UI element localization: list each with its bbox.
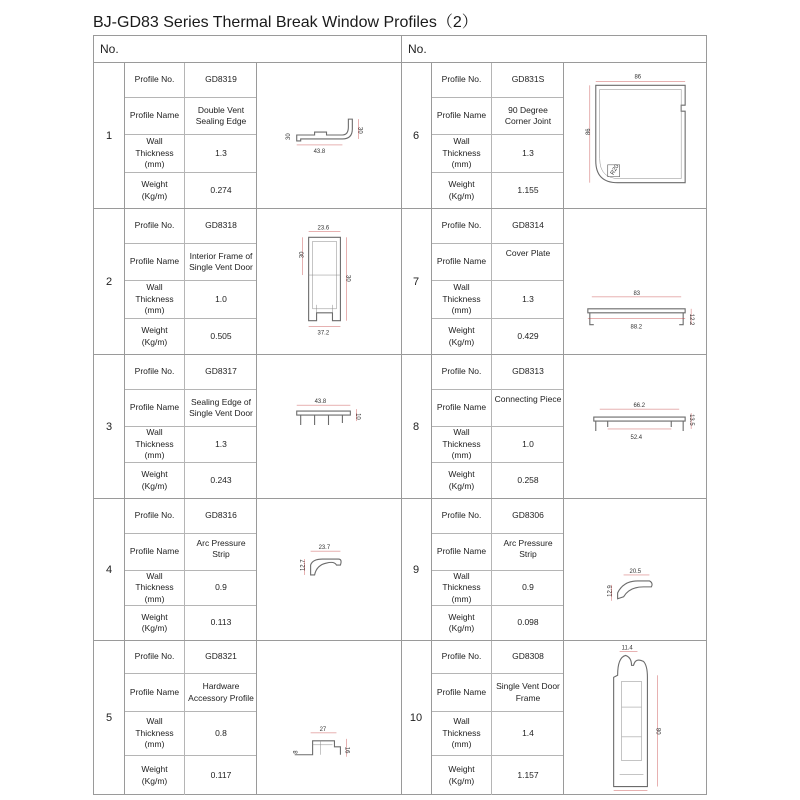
header-no-right: No. [408, 42, 427, 56]
row-profile-name [125, 243, 257, 280]
value-profile-name: Sealing Edge of Single Vent Door [189, 396, 253, 418]
label-weight: Weight (Kg/m) [125, 319, 185, 354]
row-weight [125, 755, 257, 795]
row-weight [125, 172, 257, 208]
row-profile-no [125, 63, 257, 97]
value-weight: 0.117 [210, 769, 232, 780]
row-weight [432, 755, 564, 795]
row-profile-name [125, 389, 257, 426]
row-profile-no [125, 641, 257, 673]
profile-number: 3 [105, 420, 113, 433]
dim-label: 88.2 [630, 324, 643, 331]
profile-drawing [563, 355, 707, 498]
value-wall-thickness: 1.3 [522, 147, 534, 158]
profile-panel-6 [401, 63, 707, 208]
profile-drawing-svg [564, 641, 707, 795]
value-profile-no: GD8314 [512, 220, 544, 231]
row-profile-no [125, 209, 257, 243]
dim-label: 43.8 [314, 399, 327, 406]
dim-label: 80 [654, 727, 661, 735]
row-weight [125, 605, 257, 640]
label-profile-no: Profile No. [432, 641, 492, 673]
dim-label: 86 [585, 128, 592, 136]
profile-details [124, 355, 257, 498]
value-profile-name: Double Vent Sealing Edge [195, 104, 247, 126]
label-profile-no: Profile No. [125, 355, 185, 389]
row-profile-no [125, 499, 257, 533]
profile-panel-1 [94, 63, 400, 208]
dim-label: 23.7 [318, 545, 331, 552]
dim-label: 8 [293, 750, 300, 754]
row-profile-name [432, 243, 564, 280]
dim-label: 12.7 [300, 559, 307, 571]
value-profile-no: GD8313 [512, 366, 544, 377]
row-wall-thickness [125, 426, 257, 462]
row-profile-no [432, 499, 564, 533]
value-weight: 0.243 [210, 474, 232, 485]
profile-details [124, 63, 257, 208]
profile-panel-9 [401, 499, 707, 640]
dim-label: 30 [344, 275, 351, 282]
dim-label: R20 [609, 163, 621, 177]
dim-label: 16 [343, 746, 350, 754]
profile-drawing [563, 641, 707, 795]
value-weight: 1.155 [517, 184, 539, 195]
profile-drawing-svg [564, 63, 707, 208]
value-wall-thickness: 1.3 [215, 438, 227, 449]
profile-drawing [563, 209, 707, 354]
dim-label: 20.5 [629, 568, 642, 575]
profile-number: 4 [105, 563, 113, 576]
label-wall-thickness: Wall Thickness (mm) [432, 281, 492, 318]
profile-drawing-svg [257, 355, 400, 498]
value-wall-thickness: 0.9 [522, 582, 534, 593]
value-weight: 1.157 [517, 769, 539, 780]
profile-drawing-svg [257, 63, 400, 208]
label-profile-name: Profile Name [432, 244, 492, 280]
label-profile-name: Profile Name [125, 674, 185, 711]
row-wall-thickness [125, 711, 257, 755]
label-weight: Weight (Kg/m) [125, 756, 185, 795]
value-wall-thickness: 1.4 [522, 727, 534, 738]
value-wall-thickness: 1.0 [215, 293, 227, 304]
label-profile-no: Profile No. [125, 63, 185, 97]
dim-label: 30 [299, 251, 306, 259]
label-profile-no: Profile No. [432, 355, 492, 389]
profile-number: 5 [105, 712, 113, 724]
value-weight: 0.429 [517, 330, 539, 341]
value-wall-thickness: 0.8 [215, 727, 227, 738]
dim-label: 43.8 [313, 148, 326, 155]
profile-drawing-svg [257, 499, 400, 640]
value-profile-name: Hardware Accessory Profile [188, 681, 254, 703]
value-profile-name: 90 Degree Corner Joint [504, 104, 552, 126]
label-profile-no: Profile No. [432, 499, 492, 533]
dim-label: 30 [285, 133, 292, 140]
row-weight [432, 605, 564, 640]
label-profile-no: Profile No. [432, 209, 492, 243]
profile-drawing [256, 209, 400, 354]
label-profile-name: Profile Name [432, 98, 492, 134]
value-profile-no: GD8306 [512, 510, 544, 521]
value-weight: 0.098 [517, 617, 539, 628]
row-profile-name [125, 673, 257, 711]
page-title: BJ-GD83 Series Thermal Break Window Profiles（2） [93, 14, 478, 31]
label-wall-thickness: Wall Thickness (mm) [125, 571, 185, 605]
profile-details [431, 355, 564, 498]
dim-label: 66.2 [633, 403, 646, 410]
dim-label: 52.4 [630, 434, 643, 441]
label-wall-thickness: Wall Thickness (mm) [432, 712, 492, 755]
value-profile-no: GD8321 [205, 651, 237, 662]
profiles-table [93, 35, 707, 795]
value-profile-no: GD8317 [205, 366, 237, 377]
label-profile-no: Profile No. [125, 499, 185, 533]
value-profile-name: Connecting Piece [494, 394, 562, 404]
profile-number: 1 [105, 129, 113, 142]
profile-panel-2 [94, 209, 400, 354]
row-profile-name [432, 389, 564, 426]
profile-details [431, 499, 564, 640]
profile-number: 6 [412, 129, 420, 142]
row-wall-thickness [432, 426, 564, 462]
profile-details [431, 641, 564, 795]
dim-label: 13.5 [688, 414, 695, 426]
label-weight: Weight (Kg/m) [125, 463, 185, 498]
label-profile-name: Profile Name [432, 674, 492, 711]
label-profile-name: Profile Name [432, 390, 492, 426]
label-wall-thickness: Wall Thickness (mm) [432, 135, 492, 172]
value-weight: 0.505 [210, 330, 232, 341]
label-profile-name: Profile Name [125, 244, 185, 280]
label-profile-name: Profile Name [432, 534, 492, 570]
row-profile-name [125, 97, 257, 134]
profile-drawing [256, 355, 400, 498]
label-weight: Weight (Kg/m) [432, 173, 492, 208]
row-wall-thickness [125, 570, 257, 605]
row-weight [125, 318, 257, 354]
profile-panel-7 [401, 209, 707, 354]
profile-number: 7 [412, 275, 420, 288]
value-weight: 0.274 [210, 184, 232, 195]
row-profile-no [432, 641, 564, 673]
label-weight: Weight (Kg/m) [432, 756, 492, 795]
profile-number: 2 [105, 275, 113, 288]
row-profile-no [432, 209, 564, 243]
value-profile-name: Single Vent Door Frame [496, 681, 560, 703]
row-profile-no [125, 355, 257, 389]
row-profile-name [432, 97, 564, 134]
profile-panel-3 [94, 355, 400, 498]
row-wall-thickness [432, 280, 564, 318]
label-wall-thickness: Wall Thickness (mm) [125, 135, 185, 172]
value-weight: 0.113 [210, 617, 232, 628]
profile-drawing-svg [257, 209, 400, 354]
value-profile-no: GD8318 [205, 220, 237, 231]
label-wall-thickness: Wall Thickness (mm) [125, 712, 185, 755]
row-wall-thickness [432, 134, 564, 172]
header-no-left: No. [100, 42, 119, 56]
value-profile-name: Arc Pressure Strip [503, 538, 553, 560]
profile-panel-5 [94, 641, 400, 795]
profile-drawing-svg [257, 641, 400, 795]
dim-label: 12.9 [607, 585, 614, 597]
row-weight [432, 462, 564, 498]
value-profile-no: GD831S [511, 74, 545, 85]
profile-number: 10 [409, 712, 423, 724]
value-weight: 0.258 [517, 474, 539, 485]
label-profile-no: Profile No. [432, 63, 492, 97]
profile-details [124, 499, 257, 640]
profile-drawing [256, 641, 400, 795]
profile-drawing [563, 63, 707, 208]
row-profile-name [432, 673, 564, 711]
row-profile-no [432, 63, 564, 97]
profile-details [431, 63, 564, 208]
value-wall-thickness: 1.3 [215, 147, 227, 158]
value-profile-no: GD8308 [512, 651, 544, 662]
label-wall-thickness: Wall Thickness (mm) [125, 427, 185, 462]
dim-label: 27 [319, 726, 327, 733]
row-weight [432, 318, 564, 354]
row-wall-thickness [432, 570, 564, 605]
profile-panel-4 [94, 499, 400, 640]
value-profile-name: Arc Pressure Strip [196, 538, 246, 560]
value-profile-name: Cover Plate [505, 248, 551, 258]
profile-drawing-svg [564, 355, 707, 498]
value-profile-no: GD8316 [205, 510, 237, 521]
dim-label: 12.2 [688, 313, 695, 326]
row-weight [432, 172, 564, 208]
label-weight: Weight (Kg/m) [125, 606, 185, 640]
profile-drawing [563, 499, 707, 640]
row-profile-name [125, 533, 257, 570]
value-profile-no: GD8319 [205, 74, 237, 85]
value-wall-thickness: 1.3 [522, 293, 534, 304]
value-profile-name: Interior Frame of Single Vent Door [189, 250, 253, 272]
value-wall-thickness: 1.0 [522, 438, 534, 449]
label-weight: Weight (Kg/m) [432, 606, 492, 640]
dim-label: 30 [356, 127, 363, 134]
label-profile-name: Profile Name [125, 390, 185, 426]
profile-panel-8 [401, 355, 707, 498]
profile-details [124, 209, 257, 354]
label-wall-thickness: Wall Thickness (mm) [432, 571, 492, 605]
dim-label: 10 [354, 413, 361, 420]
dim-label: 86 [634, 74, 642, 81]
label-profile-name: Profile Name [125, 98, 185, 134]
profile-number: 8 [412, 420, 420, 433]
profile-drawing [256, 499, 400, 640]
profile-drawing-svg [564, 209, 707, 354]
profile-number: 9 [412, 563, 420, 576]
label-profile-no: Profile No. [125, 641, 185, 673]
dim-label: 83 [633, 290, 641, 297]
profile-details [124, 641, 257, 795]
label-weight: Weight (Kg/m) [125, 173, 185, 208]
dim-label: 11.4 [621, 645, 633, 652]
value-wall-thickness: 0.9 [215, 582, 227, 593]
label-profile-name: Profile Name [125, 534, 185, 570]
profile-details [431, 209, 564, 354]
dim-label: 37.2 [317, 330, 330, 337]
row-weight [125, 462, 257, 498]
label-wall-thickness: Wall Thickness (mm) [432, 427, 492, 462]
row-wall-thickness [125, 280, 257, 318]
row-profile-name [432, 533, 564, 570]
label-wall-thickness: Wall Thickness (mm) [125, 281, 185, 318]
row-profile-no [432, 355, 564, 389]
label-weight: Weight (Kg/m) [432, 463, 492, 498]
label-weight: Weight (Kg/m) [432, 319, 492, 354]
row-wall-thickness [125, 134, 257, 172]
profile-drawing-svg [564, 499, 707, 640]
profile-panel-10 [401, 641, 707, 795]
row-wall-thickness [432, 711, 564, 755]
dim-label: 23.6 [317, 225, 330, 232]
label-profile-no: Profile No. [125, 209, 185, 243]
profile-drawing [256, 63, 400, 208]
